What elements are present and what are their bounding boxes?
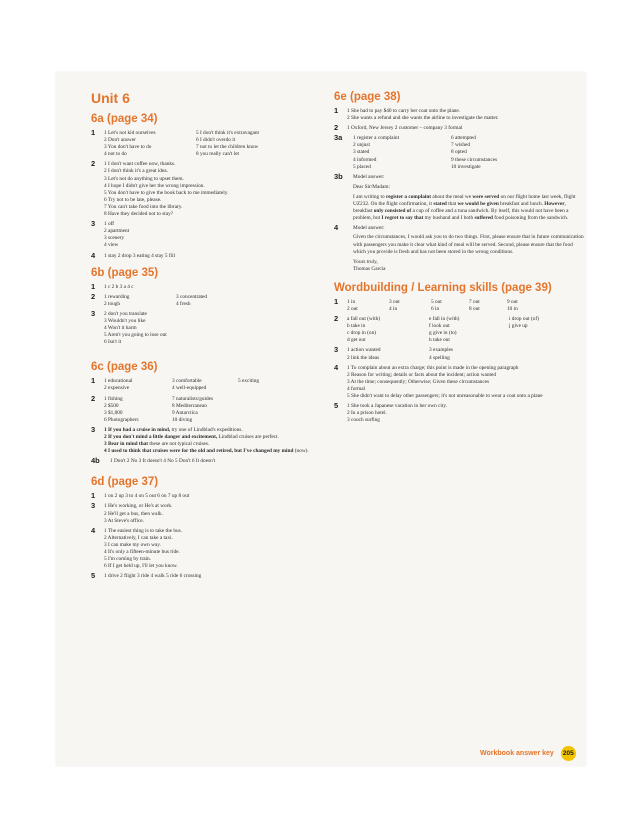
- answer: g give in (to): [429, 330, 457, 337]
- letter-text: that: [446, 201, 458, 208]
- exercise-number: 5: [91, 571, 96, 581]
- letter-greeting: Dear Sir/Madam:: [353, 183, 390, 190]
- section-wordbuilding-heading: Wordbuilding / Learning skills (page 39): [334, 281, 552, 294]
- exercise-number: 4: [334, 362, 339, 372]
- answer: d get out: [347, 337, 366, 344]
- answer: 10 investigate: [451, 163, 481, 170]
- answer: 2 Don't answer: [104, 137, 136, 144]
- answer: 4 fresh: [176, 300, 191, 307]
- answer: 8 opted: [451, 149, 467, 156]
- exercise-6c-1: [91, 378, 331, 392]
- letter-paragraph: Given the circumstances, I would ask you to do two things. First, please ensure that in future communication with passengers you make it clear what kind of meal will be served. Second, please ensure that the food which you provide is fresh and has not been stored in the wrong conditions.: [353, 234, 584, 255]
- answer: 4 It's only a fifteen-minute bus ride.: [104, 549, 180, 556]
- exercise-wb-4: [334, 362, 584, 400]
- answer: 7 You can't take food into the library.: [104, 203, 183, 210]
- answer: 3 comfortable: [172, 378, 202, 385]
- answer: 6 attempted: [451, 135, 476, 142]
- answer: 2 don't you translate: [104, 310, 147, 317]
- answer: 6 Try not to be late, please.: [104, 196, 162, 203]
- exercise-number: 1: [91, 491, 96, 501]
- exercise-number: 5: [334, 401, 339, 411]
- answer: 9 Antarctica: [172, 409, 198, 416]
- letter-bold: suffered: [474, 215, 493, 222]
- exercise-number: 3: [91, 219, 96, 229]
- answer: 2 Reason for writing; details or facts about the incident; action wanted: [347, 371, 497, 378]
- letter-text: about the meal we: [431, 193, 473, 200]
- answer: 3 scenery: [104, 235, 125, 242]
- answer: i drop out (of): [509, 316, 539, 323]
- answer: 8 Mediterranean: [172, 402, 207, 409]
- exercise-number: 1: [91, 128, 96, 137]
- letter-bold: were served: [472, 193, 500, 200]
- section-6e-heading: 6e (page 38): [334, 91, 401, 103]
- answer: 3 concentrated: [176, 293, 208, 300]
- exercise-number: 3a: [334, 133, 343, 143]
- letter-bold: I regret to say that: [381, 215, 424, 222]
- answer: 1 in: [347, 298, 356, 305]
- exercise-number: 3: [334, 345, 339, 355]
- answer: b take in: [347, 323, 366, 330]
- exercise-wb-2: [334, 316, 584, 344]
- answer: 10 diving: [172, 416, 193, 423]
- answer: 5 Aren't you going to lose out: [104, 332, 167, 339]
- exercise-6a-3: [91, 221, 331, 249]
- section-6c-heading: 6c (page 36): [91, 361, 158, 374]
- exercise-wb-3: [334, 347, 584, 361]
- answer: 4 spelling: [429, 354, 450, 361]
- answer: 4 informed: [353, 156, 377, 163]
- answer: 6 in: [431, 305, 440, 312]
- exercise-6e-2: [334, 125, 584, 132]
- answer: 10 in: [507, 305, 518, 312]
- answer: 7 out: [469, 298, 480, 305]
- section-6b-heading: 6b (page 35): [91, 266, 159, 279]
- answer-bold: 3 Bear in mind that: [104, 441, 149, 448]
- answer: 7 naturalists/guides: [172, 395, 214, 402]
- answer: h take out: [429, 337, 450, 344]
- exercise-number: 2: [91, 291, 96, 301]
- answer: 2 out: [347, 305, 358, 312]
- answer: 1 action wanted: [347, 347, 381, 354]
- answer: c drop in (on): [347, 330, 376, 337]
- answer: 1 She had to pay $40 to carry her coat onto the plane.: [347, 108, 461, 114]
- answer: 5 You don't have to give the book back to me immediately.: [104, 189, 229, 196]
- answer: 2 $500: [104, 402, 119, 409]
- exercise-number: 1: [334, 106, 339, 115]
- answer: 5 exciting: [238, 378, 260, 385]
- answer: 3 At the time; consequently; Otherwise; Given these circumstances: [347, 378, 490, 385]
- answer-bold: 2 If you don't mind a little danger and excitement,: [104, 434, 218, 440]
- answer: 3 examples: [429, 347, 453, 354]
- answer: 1 register a complaint: [353, 135, 400, 142]
- exercise-6a-1: [91, 130, 331, 158]
- exercise-number: 2: [334, 314, 339, 324]
- answer-key-page: [56, 72, 586, 766]
- letter-text: a cup of coffee and a tuna sandwich. By itself, this would not have been a problem, but: [353, 208, 569, 222]
- answer: 6 Photographers: [104, 416, 139, 423]
- answer: 4 well-equipped: [172, 385, 207, 392]
- answer: 1 rewarding: [104, 293, 130, 300]
- answer: 4 I hope I didn't give her the wrong impression.: [104, 182, 205, 189]
- answer: f look out: [429, 323, 450, 330]
- answer: 4 not to do: [104, 151, 127, 158]
- answer: 2 link the ideas: [347, 354, 380, 361]
- unit-title: Unit 6: [91, 90, 130, 106]
- exercise-wb-5: [334, 403, 584, 424]
- exercise-number: 1: [91, 376, 96, 386]
- exercise-6e-3b: [334, 171, 584, 223]
- answer: j give up: [509, 323, 528, 330]
- answer: 1 drive 2 flight 3 ride 4 walk 5 ride 6 crossing: [104, 573, 202, 580]
- answer: 1 c 2 b 3 a 4 c: [104, 283, 134, 290]
- exercise-6b-1: [91, 281, 331, 291]
- model-answer-label: Model answer:: [353, 225, 385, 232]
- answer: 1 Oxford, New Jersey 2 customer – company 3 formal: [347, 125, 463, 132]
- answer: 2 I don't think it's a great idea.: [104, 168, 168, 175]
- exercise-number: 3b: [334, 171, 343, 181]
- page-footer: [480, 746, 576, 761]
- answer: 2 In a prison hotel.: [347, 410, 387, 417]
- answer: 2 unjust: [353, 142, 370, 149]
- page-number-badge: 205: [561, 746, 576, 761]
- letter-text: I am writing to: [353, 193, 386, 200]
- letter-bold: only consisted of: [373, 208, 412, 215]
- exercise-number: 2: [334, 123, 339, 133]
- answer: 3 couch surfing: [347, 417, 380, 424]
- letter-bold: However: [544, 201, 565, 208]
- answer: 1 educational: [104, 378, 133, 385]
- exercise-6c-2: [91, 393, 331, 424]
- letter-bold: stated: [433, 201, 447, 208]
- answer: 5 placed: [353, 163, 371, 170]
- letter-signature: Thomas Garcia: [353, 265, 386, 272]
- answer: 4 view: [104, 242, 119, 249]
- answer: 3 I can make my own way.: [104, 541, 161, 548]
- exercise-6e-4: [334, 225, 584, 273]
- answer: 3 stated: [353, 149, 370, 156]
- letter-paragraph: [353, 194, 584, 222]
- answer: 1 stay 2 drop 3 eating 4 stay 5 fill: [104, 252, 176, 259]
- answer: (now).: [293, 448, 309, 455]
- exercise-number: 2: [91, 393, 96, 403]
- model-answer-label: Model answer:: [353, 173, 385, 180]
- answer: 6 Isn't it: [104, 339, 122, 346]
- right-column: [334, 90, 584, 427]
- answer: 1 I don't want coffee now, thanks.: [104, 161, 176, 168]
- exercise-6e-3a: [334, 135, 584, 170]
- answer: 7 not to let the children know: [196, 144, 259, 151]
- exercise-number: 2: [91, 159, 96, 169]
- answer: 5 out: [431, 298, 442, 305]
- answer: 2 He'll get a bus, then walk.: [104, 510, 163, 517]
- answer: 2 Alternatively, I can take a taxi.: [104, 534, 173, 541]
- answer: 8 Have they decided not to stay?: [104, 211, 174, 218]
- answer: 3 Let's not do anything to upset them.: [104, 175, 184, 182]
- answer: 1 She took a Japanese vacation in her own city.: [347, 403, 447, 410]
- answer: 1 The easiest thing is to take the bus.: [104, 527, 183, 534]
- answer: these are not typical cruises.: [148, 441, 210, 448]
- answer: 1 To complain about an extra charge; this point is made in the opening paragraph: [347, 364, 519, 371]
- answer: 5 I'm coming by train.: [104, 556, 151, 563]
- exercise-6a-4: [91, 250, 331, 260]
- exercise-number: 4: [91, 525, 96, 535]
- answer: 2 She wants a refund and she wants the airline to investigate the matter.: [347, 115, 499, 122]
- answer: 1 Let's not kid ourselves: [104, 130, 156, 136]
- letter-text: on our flight home last week, flight UZ232. On the flight confirmation, it: [353, 193, 576, 208]
- answer: try one of Lindblad's expeditions.: [170, 426, 243, 433]
- exercise-number: 3: [91, 308, 96, 318]
- answer: 1 on 2 up 3 to 4 on 5 out 6 on 7 up 8 out: [104, 493, 190, 500]
- answer: 2 apartment: [104, 228, 130, 235]
- section-6a-heading: 6a (page 34): [91, 113, 158, 125]
- answer: 3 At Steve's office.: [104, 517, 144, 524]
- exercise-6c-3: [91, 424, 331, 455]
- answer: 2 tough: [104, 300, 121, 307]
- exercise-6d-4: [91, 525, 331, 571]
- answer: [509, 330, 579, 337]
- answer: 3 You don't have to do: [104, 144, 152, 151]
- left-column: [91, 90, 331, 583]
- exercise-6d-1: [91, 493, 331, 500]
- answer: 8 you really can't let: [196, 151, 240, 158]
- answer: 1 off: [104, 221, 115, 228]
- exercise-number: 4: [91, 250, 96, 260]
- exercise-6c-4b: [91, 458, 331, 465]
- answer: 3 Wouldn't you like: [104, 317, 146, 324]
- letter-bold: register a complaint: [385, 193, 432, 200]
- exercise-wb-1: [334, 296, 584, 313]
- letter-closing: Yours truly,: [353, 258, 378, 265]
- exercise-number: 1: [91, 281, 96, 291]
- letter-bold: we would be given: [457, 201, 499, 208]
- answer: [509, 337, 579, 344]
- exercise-number: 4: [334, 223, 339, 233]
- exercise-6a-2: [91, 161, 331, 218]
- exercise-6b-3: [91, 308, 331, 346]
- answer: a fall out (with): [347, 316, 381, 323]
- answer: 6 I didn't overdo it: [196, 137, 236, 144]
- exercise-number: 3: [91, 424, 96, 434]
- exercise-6d-3: [91, 503, 331, 524]
- letter-text: , breakfast: [353, 201, 566, 215]
- section-6d-heading: 6d (page 37): [91, 476, 159, 489]
- footer-label: Workbook answer key: [480, 750, 554, 757]
- answer: e fall in (with): [429, 316, 460, 323]
- answer-bold: 1 If you had a cruise in mind,: [104, 426, 171, 433]
- answer: 5 She didn't want to delay other passengers; it's not unreasonable to wear a coat onto a plane: [347, 393, 543, 399]
- answer: 3 out: [389, 298, 400, 305]
- answer: 9 these circumstances: [451, 156, 498, 163]
- answer: 4 formal: [347, 385, 366, 392]
- answer: 3 $1,000: [104, 409, 123, 416]
- answer: 6 If I get held up, I'll let you know.: [104, 563, 178, 570]
- answer: 9 out: [507, 298, 518, 305]
- letter-text: food poisoning from the sandwich.: [492, 215, 569, 222]
- letter-text: breakfast and lunch.: [498, 201, 545, 208]
- answer: 5 I don't think it's extravagant: [196, 130, 259, 136]
- exercise-6e-1: [334, 108, 584, 122]
- answer: 8 out: [469, 305, 480, 312]
- answer: 4 in: [389, 305, 398, 312]
- exercise-6d-5: [91, 573, 331, 580]
- answer-bold: 4 I used to think that cruises were for the old and retired, but I've changed my mind: [104, 448, 294, 455]
- exercise-number: 4b: [91, 456, 100, 466]
- exercise-number: 3: [91, 501, 96, 511]
- exercise-6b-2: [91, 291, 331, 308]
- answer: 1 Don't 2 No 3 It doesn't 4 No 5 Don't 6 It doesn't: [110, 458, 216, 465]
- answer: 2 expensive: [104, 385, 130, 392]
- answer: Lindblad cruises are perfect.: [217, 434, 279, 440]
- exercise-number: 1: [334, 296, 339, 306]
- answer: 1 He's working, or He's at work.: [104, 503, 173, 510]
- letter-text: my husband and I both: [423, 215, 475, 222]
- answer: 1 fishing: [104, 395, 123, 402]
- answer: 7 wished: [451, 142, 470, 149]
- answer: 4 Won't it harm: [104, 325, 137, 332]
